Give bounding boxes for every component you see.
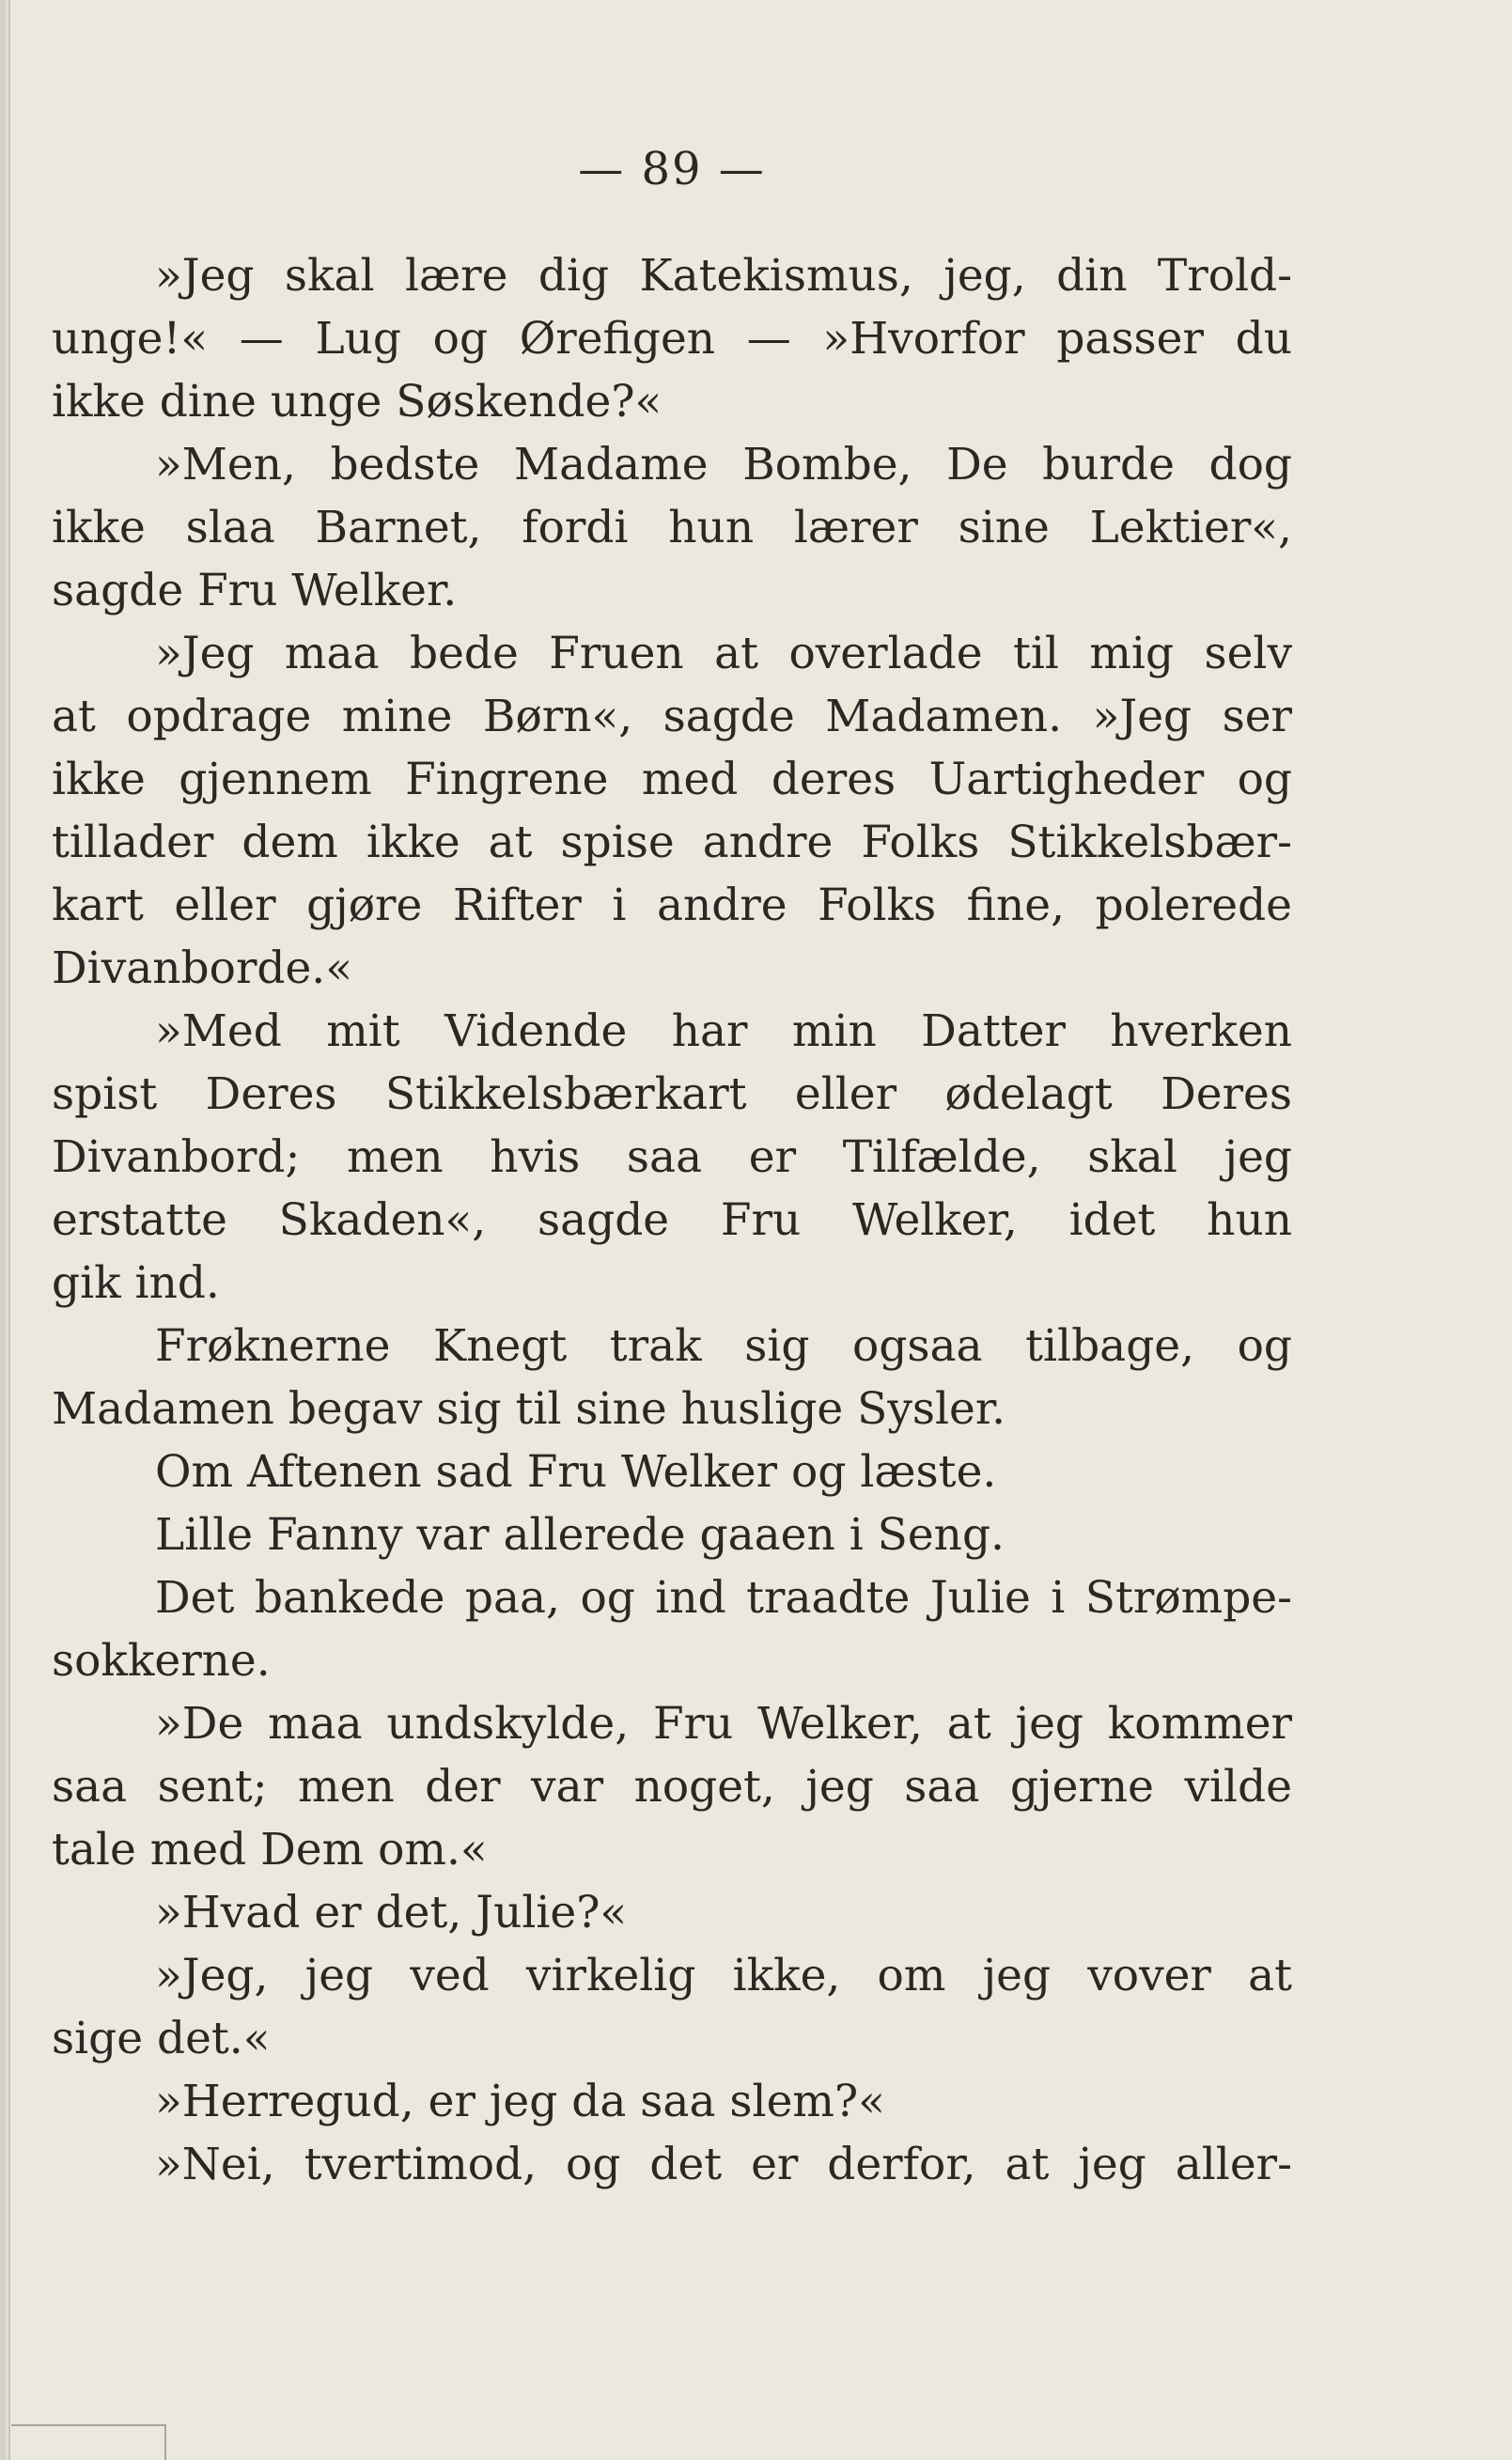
text-line: sagde Fru Welker. [52,565,458,616]
text-line: at opdrage mine Børn«, sagde Madamen. »Jeg ser [52,691,1292,742]
text-line: Divanborde.« [52,942,353,994]
text-line: Divanbord; men hvis saa er Tilfælde, skal jeg [52,1131,1292,1183]
text-lines [52,244,1292,2196]
text-line: erstatte Skaden«, sagde Fru Welker, idet hun [52,1194,1292,1246]
text-line: »Med mit Vidende har min Datter hverken [155,1005,1292,1057]
bottom-border-tick [164,2424,166,2460]
page-number: — 89 — [578,143,766,195]
text-line: »De maa undskylde, Fru Welker, at jeg kommer [155,1698,1292,1750]
text-line: ikke slaa Barnet, fordi hun lærer sine Lektier«, [52,502,1292,553]
text-line: gik ind. [52,1257,220,1309]
bottom-border-line [11,2424,166,2426]
text-line: tale med Dem om.« [52,1824,488,1876]
text-line: »Men, bedste Madame Bombe, De burde dog [155,439,1292,490]
text-line: kart eller gjøre Rifter i andre Folks fine, polerede [52,880,1292,931]
text-line: spist Deres Stikkelsbærkart eller ødelagt Deres [52,1068,1292,1120]
text-line: saa sent; men der var noget, jeg saa gjerne vilde [52,1761,1292,1813]
text-line: »Jeg, jeg ved virkelig ikke, om jeg vover at [155,1950,1292,2001]
text-line: »Herregud, er jeg da saa slem?« [155,2076,885,2127]
text-line: »Hvad er det, Julie?« [155,1887,628,1938]
text-line: tillader dem ikke at spise andre Folks Stikkelsbær- [52,817,1292,868]
text-line: unge!« — Lug og Ørefigen — »Hvorfor passer du [52,313,1292,365]
text-line: Frøknerne Knegt trak sig ogsaa tilbage, og [155,1320,1292,1372]
text-line: Madamen begav sig til sine huslige Sysler. [52,1383,1006,1435]
text-line: »Jeg skal lære dig Katekismus, jeg, din Trold- [155,250,1292,302]
text-line: »Jeg maa bede Fruen at overlade til mig selv [155,628,1292,679]
text-line: ikke dine unge Søskende?« [52,376,662,428]
text-line: sige det.« [52,2013,271,2064]
text-line: »Nei, tvertimod, og det er derfor, at jeg aller- [155,2139,1292,2190]
text-line: ikke gjennem Fingrene med deres Uartigheder og [52,754,1292,805]
text-line: Det bankede paa, og ind traadte Julie i Strømpe- [155,1572,1292,1624]
text-block [52,139,1292,2196]
page-left-border-line [8,0,10,2460]
text-line: Om Aftenen sad Fru Welker og læste. [155,1446,997,1498]
text-line: sokkerne. [52,1635,271,1687]
text-line: Lille Fanny var allerede gaaen i Seng. [155,1509,1005,1561]
